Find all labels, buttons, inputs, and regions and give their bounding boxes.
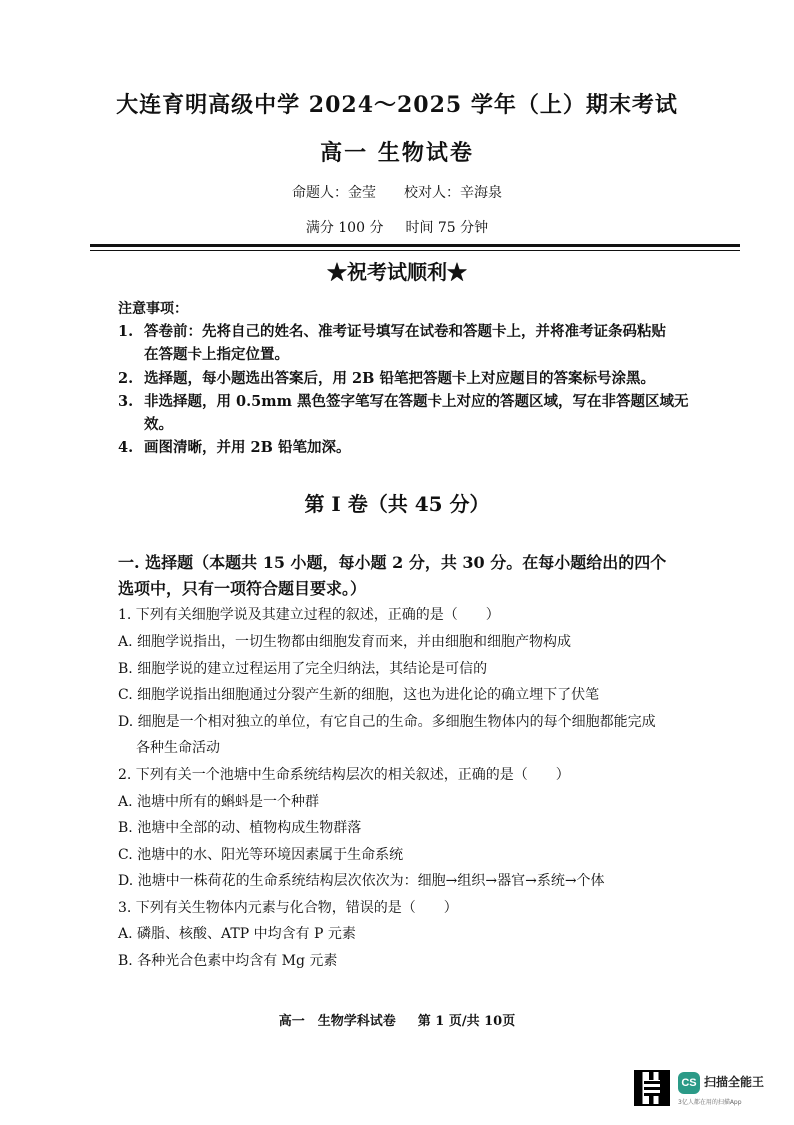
question-2-option-c: C. 池塘中的水、阳光等环境因素属于生命系统 [118, 847, 404, 863]
question-1-option-c: C. 细胞学说指出细胞通过分裂产生新的细胞，这也为进化论的确立埋下了伏笔 [118, 687, 600, 703]
scanner-tagline: 3亿人都在用的扫描App [678, 1099, 742, 1106]
question-3-stem: 3. 下列有关生物体内元素与化合物，错误的是（ ） [118, 900, 458, 916]
question-3-option-b: B. 各种光合色素中均含有 Mg 元素 [118, 953, 338, 969]
qr-code-icon [634, 1070, 670, 1106]
page-footer [0, 1010, 794, 1029]
question-1-option-a: A. 细胞学说指出，一切生物都由细胞发育而来，并由细胞和细胞产物构成 [118, 634, 572, 650]
setter: 命题人：金莹 [292, 185, 376, 201]
exam-subtitle: 高一 生物试卷 [320, 140, 474, 166]
full-score: 满分 100 分 [305, 220, 384, 236]
question-1-option-b: B. 细胞学说的建立过程运用了完全归纳法，其结论是可信的 [118, 661, 488, 677]
question-3-option-a: A. 磷脂、核酸、ATP 中均含有 P 元素 [118, 926, 356, 942]
exam-title: 大连育明高级中学 2024～2025 学年（上）期末考试 [116, 92, 678, 118]
author-line [0, 182, 794, 202]
camscanner-logo-icon: CS [678, 1072, 700, 1094]
notice-item-2: 2. 选择题，每小题选出答案后，用 2B 铅笔把答题卡上对应题目的答案标号涂黑。 [118, 370, 655, 387]
footer-page-number: 第 1 页/共 10页 [417, 1014, 516, 1029]
notice-item-3-cont: 效。 [144, 416, 173, 433]
footer-subject: 高一 生物学科试卷 [278, 1014, 396, 1029]
score-time-line [0, 217, 794, 237]
section-heading-line-1: 一. 选择题（本题共 15 小题，每小题 2 分，共 30 分。在每小题给出的四个 [118, 553, 667, 572]
header-divider-thick [90, 244, 740, 247]
question-1-stem: 1. 下列有关细胞学说及其建立过程的叙述，正确的是（ ） [118, 607, 500, 623]
question-2-option-d: D. 池塘中一株荷花的生命系统结构层次依次为：细胞→组织→器官→系统→个体 [118, 873, 605, 889]
part-one-title: 第 I 卷（共 45 分） [304, 492, 490, 516]
header-divider-thin [90, 250, 740, 251]
notice-heading: 注意事项： [118, 301, 188, 317]
notice-item-1: 1. 答卷前：先将自己的姓名、准考证号填写在试卷和答题卡上，并将准考证条码粘贴 [118, 323, 666, 340]
question-1-option-d-cont: 各种生命活动 [136, 740, 220, 756]
notice-item-4: 4. 画图清晰，并用 2B 铅笔加深。 [118, 439, 351, 456]
scanner-watermark [626, 1068, 784, 1112]
question-2-stem: 2. 下列有关一个池塘中生命系统结构层次的相关叙述，正确的是（ ） [118, 767, 570, 783]
time-limit: 时间 75 分钟 [405, 220, 489, 236]
notice-item-1-cont: 在答题卡上指定位置。 [144, 346, 289, 363]
notice-item-3: 3. 非选择题，用 0.5mm 黑色签字笔写在答题卡上对应的答题区域，写在非答题区域无 [118, 393, 689, 410]
question-2-option-b: B. 池塘中全部的动、植物构成生物群落 [118, 820, 362, 836]
scanner-brand-name: 扫描全能王 [704, 1075, 765, 1089]
section-heading-line-2: 选项中，只有一项符合题目要求。） [118, 579, 367, 598]
question-2-option-a: A. 池塘中所有的蝌蚪是一个种群 [118, 794, 320, 810]
question-1-option-d: D. 细胞是一个相对独立的单位，有它自己的生命。多细胞生物体内的每个细胞都能完成 [118, 714, 656, 730]
checker: 校对人：辛海泉 [404, 185, 502, 201]
blessing-banner: ★祝考试顺利★ [327, 260, 467, 284]
